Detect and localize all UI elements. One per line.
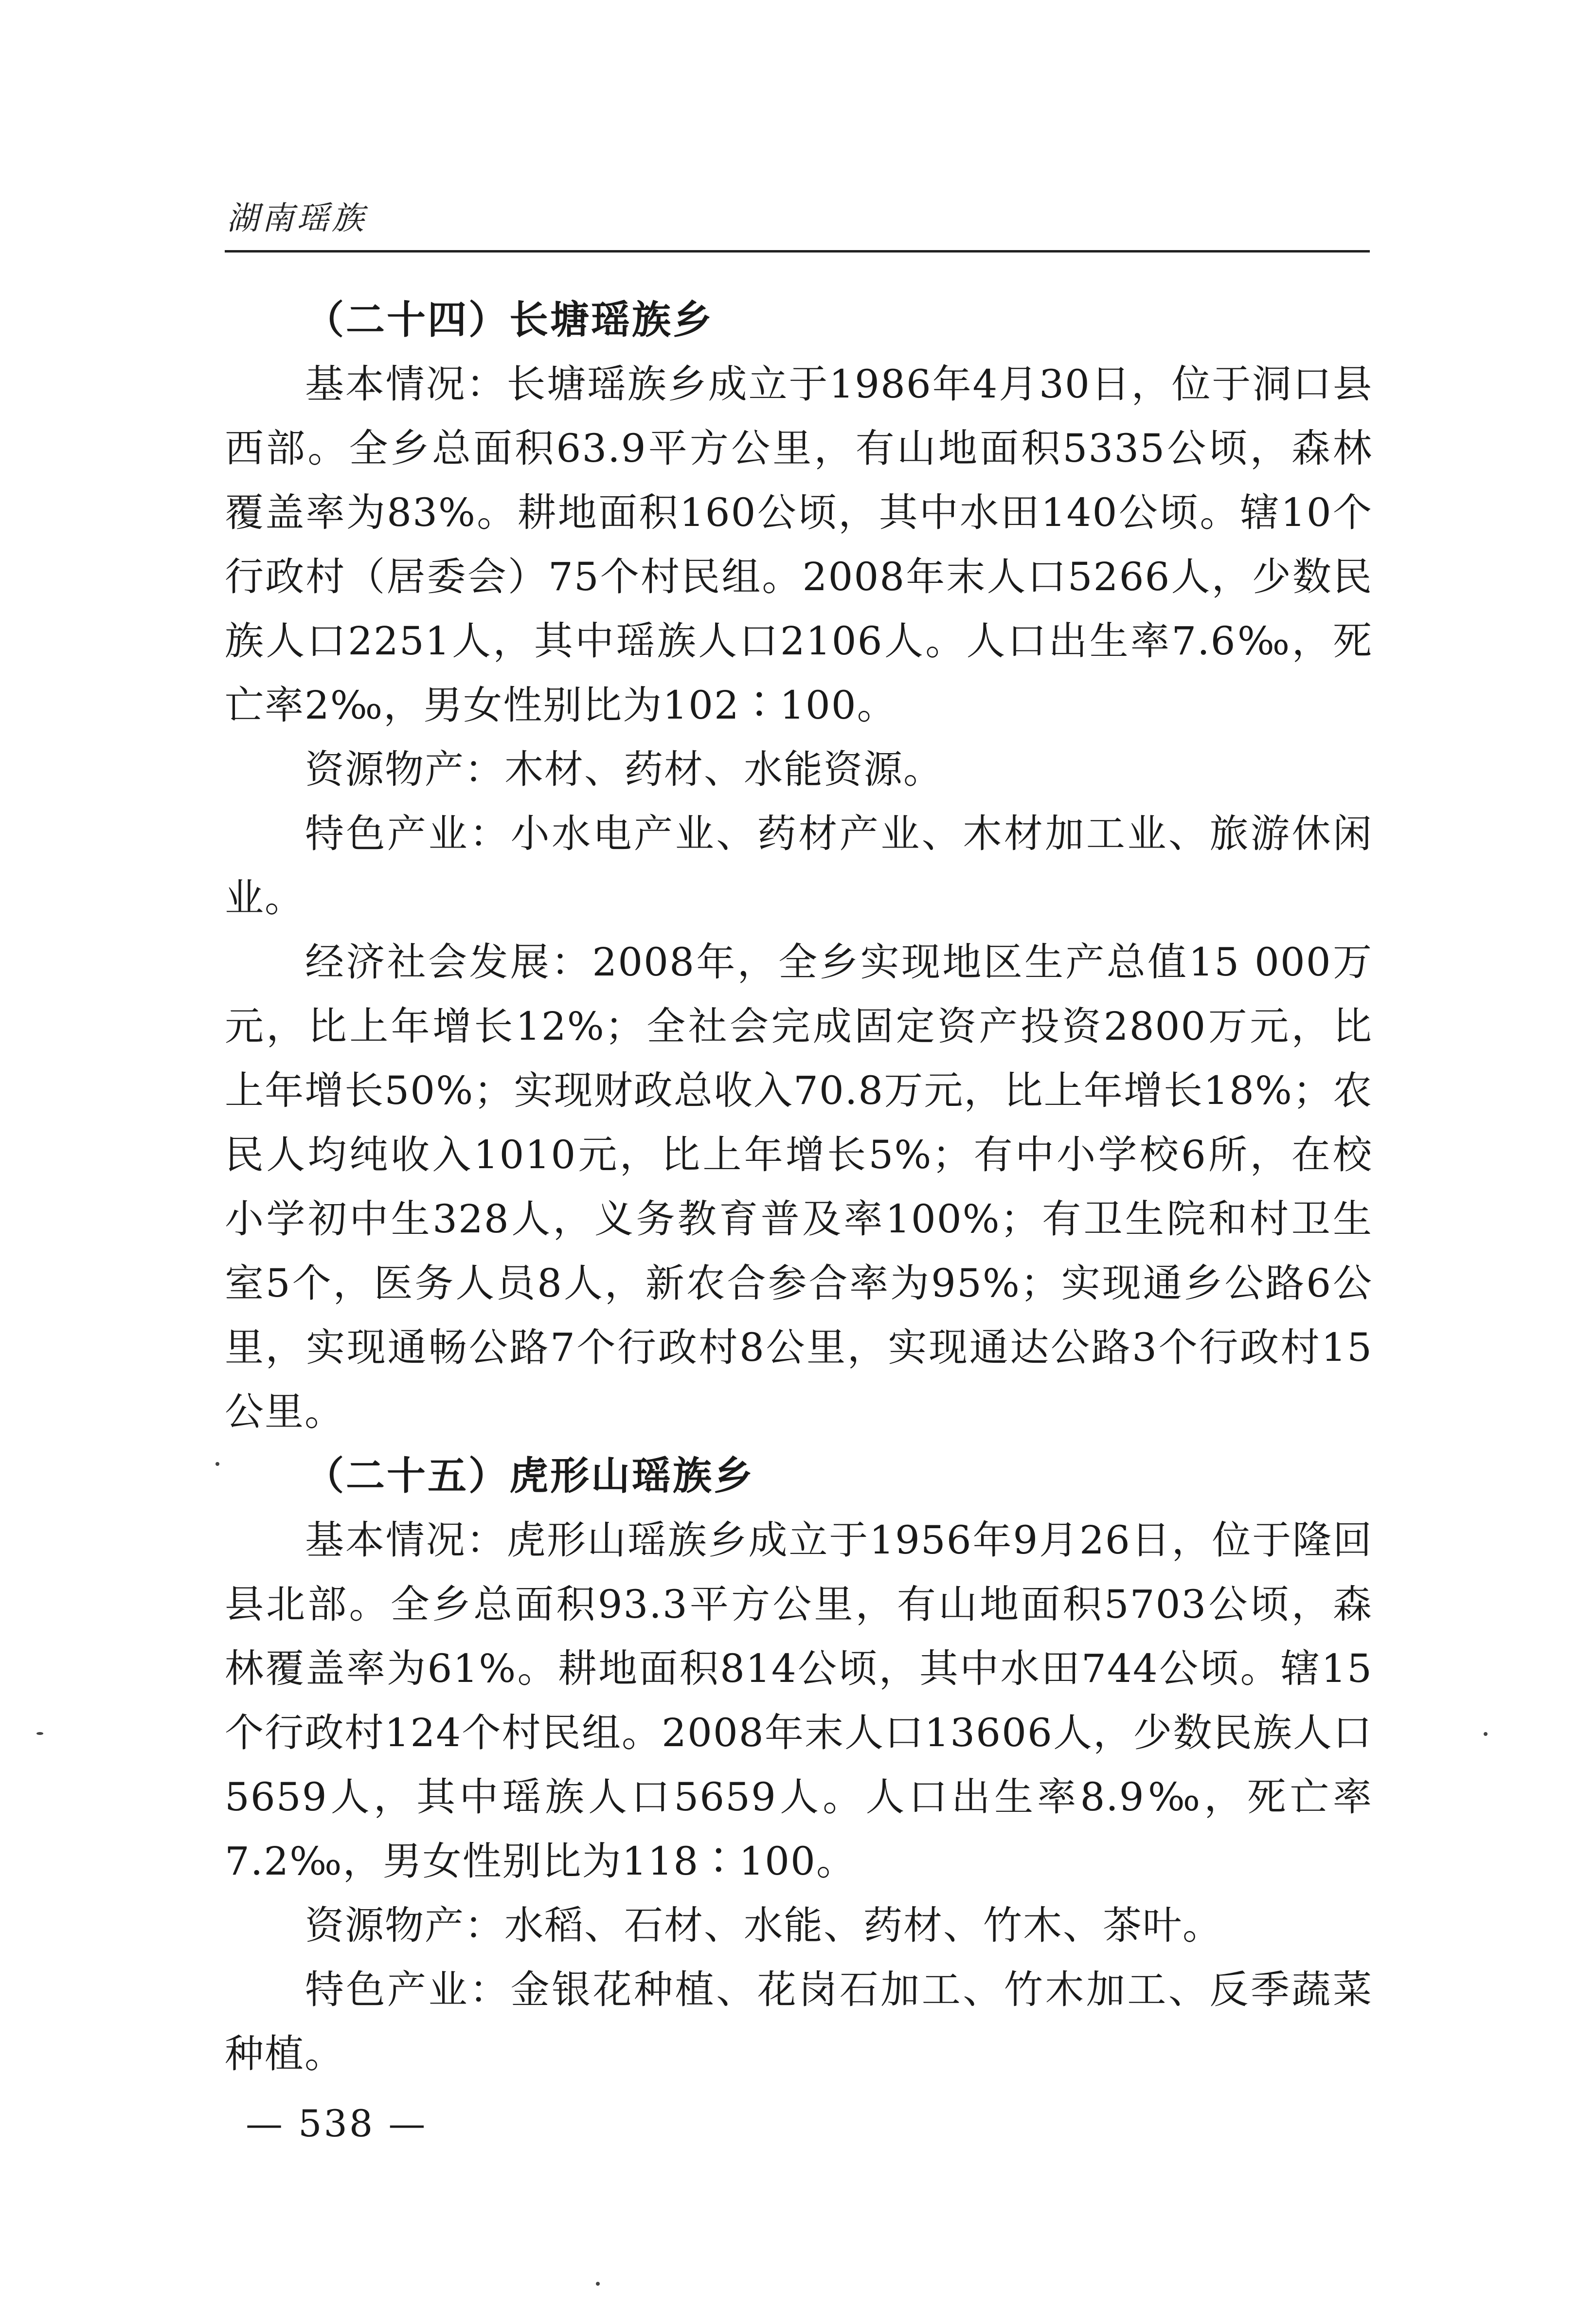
scan-speck bbox=[36, 1732, 43, 1735]
section-heading: （二十五）虎形山瑶族乡 bbox=[305, 1453, 754, 1499]
paragraph-industry: 特色产业：小水电产业、药材产业、木材加工业、旅游休闲业。 bbox=[225, 811, 1373, 921]
paragraph-basic-info: 基本情况：虎形山瑶族乡成立于1956年9月26日，位于隆回县北部。全乡总面积93.3平方公里，有山地面积5703公顷，森林覆盖率为61%。耕地面积814公顷，其中水田744公顷。辖15个行政村124个村民组。2008年末人口13606人，少数民族人口5659人，其中瑶族人口5659人。人口出生率8.9‰，死亡率7.2‰，男女性别比为118∶100。 bbox=[225, 1517, 1373, 1884]
scan-speck bbox=[1484, 1732, 1488, 1736]
running-header: 湖南瑶族 bbox=[227, 199, 367, 237]
scan-speck bbox=[215, 1462, 219, 1466]
paragraph-resources: 资源物产：水稻、石材、水能、药材、竹木、茶叶。 bbox=[305, 1903, 1222, 1948]
page-body bbox=[225, 288, 1373, 2086]
paragraph-industry: 特色产业：金银花种植、花岗石加工、竹木加工、反季蔬菜种植。 bbox=[225, 1967, 1373, 2076]
scan-speck bbox=[596, 2282, 600, 2286]
header-rule bbox=[225, 250, 1370, 253]
section-heading: （二十四）长塘瑶族乡 bbox=[305, 297, 714, 343]
paragraph-development: 经济社会发展：2008年，全乡实现地区生产总值15 000万元，比上年增长12%；全社会完成固定资产投资2800万元，比上年增长50%；实现财政总收入70.8万元，比上年增长18%；农民人均纯收入1010元，比上年增长5%；有中小学校6所，在校小学初中生328人，义务教育普及率100%；有卫生院和村卫生室5个，医务人员8人，新农合参合率为95%；实现通乡公路6公里，实现通畅公路7个行政村8公里，实现通达公路3个行政村15公里。 bbox=[225, 939, 1373, 1434]
page-number: — 538 — bbox=[246, 2102, 428, 2145]
paragraph-resources: 资源物产：木材、药材、水能资源。 bbox=[305, 747, 943, 792]
paragraph-basic-info: 基本情况：长塘瑶族乡成立于1986年4月30日，位于洞口县西部。全乡总面积63.9平方公里，有山地面积5335公顷，森林覆盖率为83%。耕地面积160公顷，其中水田140公顷。辖10个行政村（居委会）75个村民组。2008年末人口5266人，少数民族人口2251人，其中瑶族人口2106人。人口出生率7.6‰，死亡率2‰，男女性别比为102∶100。 bbox=[225, 361, 1373, 728]
